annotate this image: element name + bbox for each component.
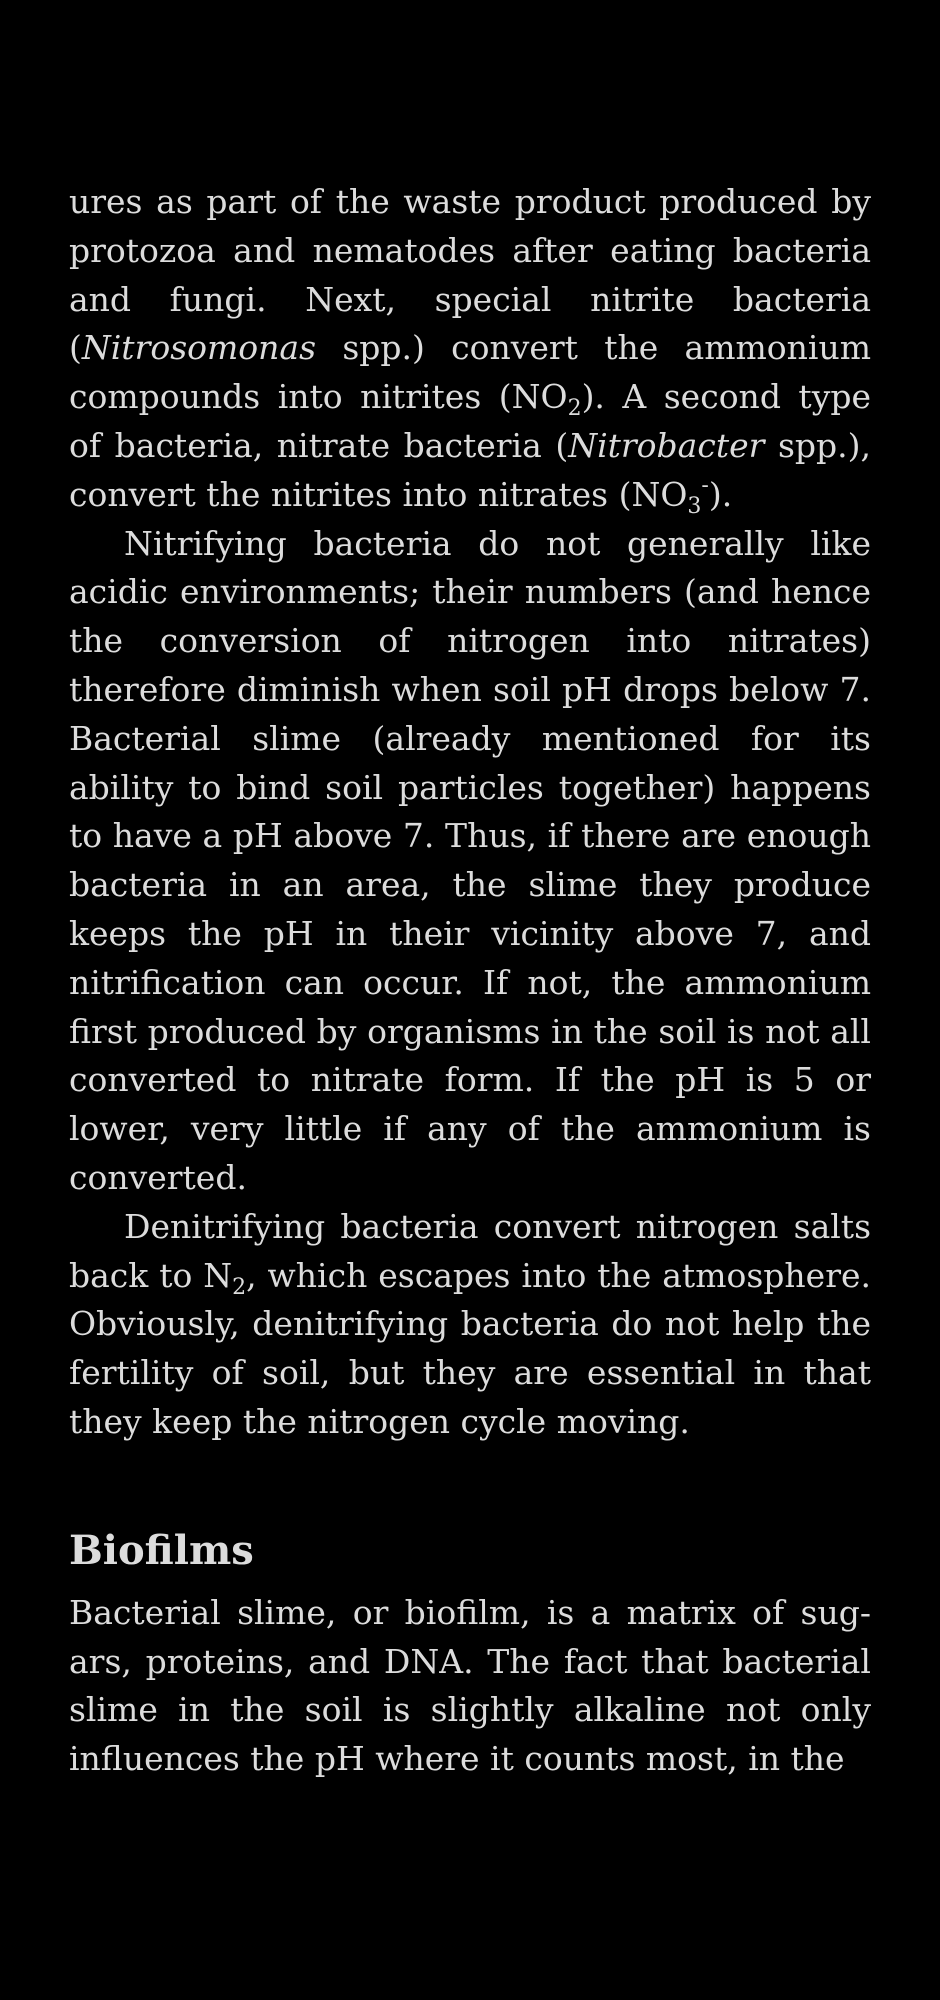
superscript: - — [701, 472, 709, 498]
italic-genus-nitrosomonas: Nitrosomonas — [81, 328, 317, 368]
section-heading: Biofilms — [69, 1526, 254, 1574]
subscript: 2 — [567, 396, 582, 422]
text-run: spp.), convert the nitrites into nitrates (NO — [69, 425, 871, 514]
text-run: ). — [708, 474, 733, 514]
paragraph-denitrifying-bacteria — [69, 1203, 871, 1447]
text-run: , which escapes into the atmosphere. Obviously, denitrifying bacteria do not help the fertility of soil, but they are essential in that they keep the nitrogen cycle moving. — [69, 1255, 871, 1441]
text-run: Denitrifying bacteria convert nitrogen salts back to N — [69, 1206, 871, 1295]
text-run: spp.) convert the ammonium compounds into nitrites (NO — [69, 328, 871, 417]
paragraph-nitrite-conversion — [69, 178, 871, 520]
text-run: ). A second type of bacteria, nitrate bacteria ( — [69, 377, 871, 465]
text-run: ures as part of the waste product produced by protozoa and nematodes after eating bacteria and fungi. Next, special nitrite bacteria ( — [69, 182, 871, 368]
italic-genus-nitrobacter: Nitrobacter — [568, 425, 765, 465]
page-content — [69, 178, 871, 1784]
paragraph-nitrifying-bacteria: Nitrifying bacteria do not generally like acidic environments; their numbers (and hence the conversion of nitrogen into nitrates) therefore diminish when soil pH drops below 7. Bacterial slime (already mentioned for its ability to bind soil particles together) happens to have a pH above 7. Thus, if there are enough bacteria in an area, the slime they produce keeps the pH in their vicinity above 7, and nitrification can occur. If not, the ammonium first produced by organisms in the soil is not all converted to nitrate form. If the pH is 5 or lower, very little if any of the ammonium is converted. — [69, 523, 871, 1197]
subscript: 3 — [687, 493, 702, 519]
paragraph-biofilms: Bacterial slime, or biofilm, is a matrix of sugars, proteins, and DNA. The fact that bacterial slime in the soil is slightly alkaline not only influences the pH where it counts most, in the — [69, 1592, 871, 1779]
subscript: 2 — [232, 1274, 247, 1300]
section-heading-wrap — [69, 1523, 871, 1579]
